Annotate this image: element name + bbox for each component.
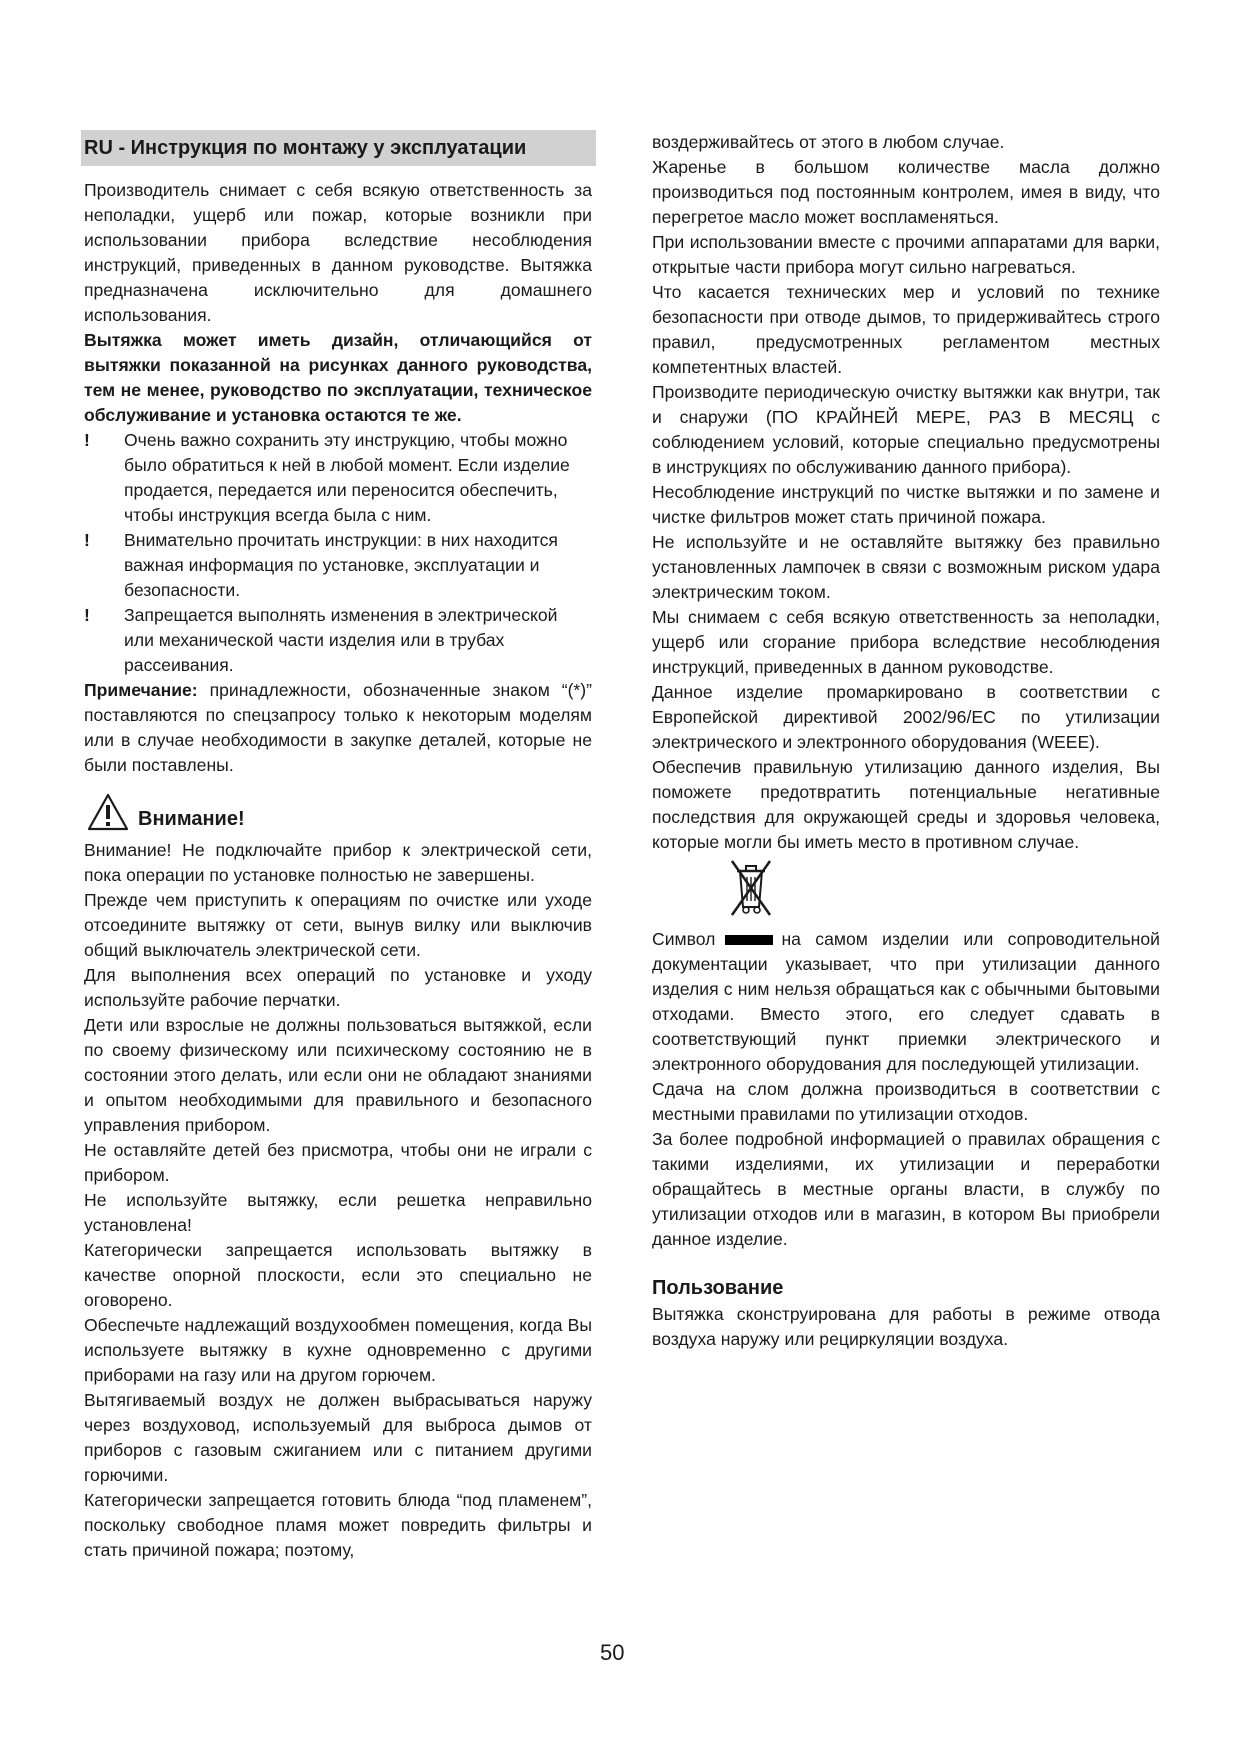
section-header: RU - Инструкция по монтажу у эксплуатации [81,130,596,166]
crossed-out-bin-icon [728,857,774,919]
bullet-mark: ! [84,530,90,550]
symbol-word: Символ [652,929,716,949]
safety-paragraph: Не используйте и не оставляйте вытяжку без правильно установленных лампочек в связи с возможным риском удара электрическим током. [652,532,1160,602]
weee-symbol [652,855,1160,927]
bullet-item [84,428,592,528]
note-text: принадлежности, обозначенные знаком “(*)” поставляются по спецзапросу только к некоторым моделям или в случае необходимости в закупке деталей, которые не были поставлены. [84,680,592,775]
warning-paragraph: Категорически запрещается использовать вытяжку в качестве опорной плоскости, если это специально не оговорено. [84,1240,592,1310]
bullet-mark: ! [84,605,90,625]
warning-paragraph: Не используйте вытяжку, если решетка неправильно установлена! [84,1190,592,1235]
disposal-paragraph: За более подробной информацией о правилах обращения с такими изделиями, их утилизации и переработки обращайтесь в местные органы власти, в службу по утилизации отходов или в магазин, в котором Вы приобрели данное изделие. [652,1129,1160,1249]
safety-paragraph: При использовании вместе с прочими аппаратами для варки, открытые части прибора могут сильно нагреваться. [652,232,1160,277]
warning-paragraph: Категорически запрещается готовить блюда “под пламенем”, поскольку свободное пламя может повредить фильтры и стать причиной пожара; поэтому, [84,1490,592,1560]
note-paragraph [84,678,592,778]
warning-paragraph: Прежде чем приступить к операциям по очистке или уходе отсоедините вытяжку от сети, вынув вилку или выключив общий выключатель электрической сети. [84,890,592,960]
weee-paragraph: Обеспечив правильную утилизацию данного изделия, Вы поможете предотвратить потенциальные негативные последствия для окружающей среды и здоровья человека, которые могли бы иметь место в противном случае. [652,757,1160,852]
usage-paragraph: Вытяжка сконструирована для работы в режиме отвода воздуха наружу или рециркуляции воздуха. [652,1304,1160,1349]
safety-paragraph: Что касается технических мер и условий по технике безопасности при отводе дымов, то придерживайтесь строго правил, предусмотренных регламентом местных компетентных властей. [652,282,1160,377]
design-notice: Вытяжка может иметь дизайн, отличающийся от вытяжки показанной на рисунках данного руководства, тем не менее, руководство по эксплуатации, техническое обслуживание и установка остаются те же. [84,330,592,425]
warning-paragraph: Не оставляйте детей без присмотра, чтобы они не играли с прибором. [84,1140,592,1185]
warning-triangle-icon [86,792,130,832]
right-column [652,130,1160,1352]
bullet-item [84,528,592,603]
warning-heading [84,792,592,832]
safety-paragraph: Жаренье в большом количестве масла должно производиться под постоянным контролем, имея в виду, что перегретое масло может воспламеняться. [652,157,1160,227]
safety-paragraph: Мы снимаем с себя всякую ответственность за неполадки, ущерб или сгорание прибора вследствие несоблюдения инструкций, приведенных в данном руководстве. [652,607,1160,677]
warning-paragraph: Вытягиваемый воздух не должен выбрасываться наружу через воздуховод, используемый для выброса дымов от приборов с газовым сжиганием или с питанием другими горючими. [84,1390,592,1485]
intro-paragraph: Производитель снимает с себя всякую ответственность за неполадки, ущерб или пожар, которые возникли при использовании прибора вследствие несоблюдения инструкций, приведенных в данном руководстве. Вытяжка предназначена исключительно для домашнего использования. [84,180,592,325]
left-column [84,130,592,1563]
warning-paragraph: Внимание! Не подключайте прибор к электрической сети, пока операции по установке полностью не завершены. [84,840,592,885]
symbol-text: на самом изделии или сопроводительной документации указывает, что при утилизации данного изделия с ним нельзя обращаться как с обычными бытовыми отходами. Вместо этого, его следует сдавать в соответствующий пункт приемки электрического и электронного оборудования для последующей утилизации. [652,929,1160,1074]
page-number: 50 [600,1640,625,1665]
warning-paragraph: Дети или взрослые не должны пользоваться вытяжкой, если по своему физическому или психическому состоянию не в состоянии этого делать, или если они не обладают знаниями и опытом необходимыми для правильного и безопасного управления прибором. [84,1015,592,1135]
warning-paragraph: Обеспечьте надлежащий воздухообмен помещения, когда Вы используете вытяжку в кухне одновременно с другими приборами на газу или на другом горючем. [84,1315,592,1385]
warning-title: Внимание! [138,808,245,830]
black-bar-icon [725,935,773,945]
weee-paragraph: Данное изделие промаркировано в соответствии с Европейской директивой 2002/96/ЕС по утилизации электрического и электронного оборудования (WEEE). [652,682,1160,752]
bullet-text: Внимательно прочитать инструкции: в них находится важная информация по установке, эксплуатации и безопасности. [124,530,558,600]
usage-heading: Пользование [652,1277,784,1299]
note-label: Примечание: [84,680,198,700]
symbol-paragraph [652,927,1160,1077]
bullet-text: Запрещается выполнять изменения в электрической или механической части изделия или в трубах рассеивания. [124,605,558,675]
safety-paragraph: Производите периодическую очистку вытяжки как внутри, так и снаружи (ПО КРАЙНЕЙ МЕРЕ, РАЗ В МЕСЯЦ с соблюдением условий, которые специально предусмотрены в инструкциях по обслуживанию данного прибора). [652,382,1160,477]
bullet-mark: ! [84,430,90,450]
bullet-item [84,603,592,678]
safety-paragraph: воздерживайтесь от этого в любом случае. [652,132,1005,152]
bullet-text: Очень важно сохранить эту инструкцию, чтобы можно было обратиться к ней в любой момент. Если изделие продается, передается или переносится обеспечить, чтобы инструкция всегда была с ним. [124,430,570,525]
warning-paragraph: Для выполнения всех операций по установке и уходу используйте рабочие перчатки. [84,965,592,1010]
safety-paragraph: Несоблюдение инструкций по чистке вытяжки и по замене и чистке фильтров может стать причиной пожара. [652,482,1160,527]
disposal-paragraph: Сдача на слом должна производиться в соответствии с местными правилами по утилизации отходов. [652,1079,1160,1124]
